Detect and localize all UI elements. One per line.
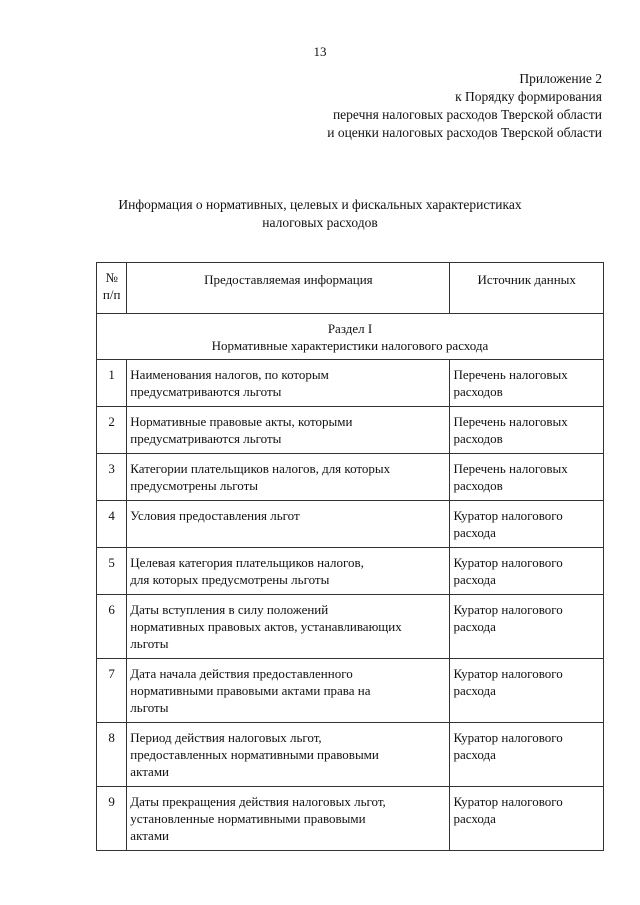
section-heading <box>97 314 604 360</box>
table-row <box>97 659 604 723</box>
header-number-line-2: п/п <box>102 287 121 302</box>
row-info-line: нормативных правовых актов, устанавливающих <box>130 619 402 634</box>
table-row <box>97 548 604 595</box>
row-info-line: Даты вступления в силу положений <box>130 602 329 617</box>
row-source-line: расхода <box>453 747 496 762</box>
row-info-line: предоставленных нормативными правовыми <box>130 747 379 762</box>
table-row <box>97 501 604 548</box>
row-number: 2 <box>97 407 127 454</box>
row-source-line: расходов <box>453 384 503 399</box>
row-info-line: предусматриваются льготы <box>130 384 282 399</box>
row-number: 9 <box>97 787 127 851</box>
row-source-line: расхода <box>453 525 496 540</box>
title-line-1: Информация о нормативных, целевых и фискальных характеристиках <box>118 197 522 212</box>
row-source-line: Куратор налогового <box>453 666 563 681</box>
document-title <box>60 196 580 232</box>
row-source-line: расхода <box>453 619 496 634</box>
row-source-line: расхода <box>453 572 496 587</box>
table-header-row <box>97 263 604 314</box>
row-info <box>127 501 450 548</box>
row-info-line: Целевая категория плательщиков налогов, <box>130 555 364 570</box>
row-info-line: Дата начала действия предоставленного <box>130 666 353 681</box>
section-subtitle: Нормативные характеристики налогового расхода <box>211 338 489 353</box>
header-source: Источник данных <box>450 263 604 314</box>
table-row <box>97 723 604 787</box>
appendix-header <box>327 70 602 142</box>
row-info-line: Наименования налогов, по которым <box>130 367 329 382</box>
row-info <box>127 787 450 851</box>
row-info <box>127 360 450 407</box>
table-row <box>97 787 604 851</box>
row-info-line: Условия предоставления льгот <box>130 508 300 523</box>
row-source-line: Куратор налогового <box>453 508 563 523</box>
header-info: Предоставляемая информация <box>127 263 450 314</box>
row-source-line: Куратор налогового <box>453 730 563 745</box>
row-source <box>450 595 604 659</box>
table-row <box>97 595 604 659</box>
row-source-line: Перечень налоговых <box>453 367 568 382</box>
row-source <box>450 723 604 787</box>
row-info-line: льготы <box>130 700 169 715</box>
row-source-line: Перечень налоговых <box>453 414 568 429</box>
row-number: 3 <box>97 454 127 501</box>
row-source-line: Куратор налогового <box>453 555 563 570</box>
row-source-line: расхода <box>453 811 496 826</box>
row-info-line: льготы <box>130 636 169 651</box>
row-source-line: расхода <box>453 683 496 698</box>
row-source <box>450 548 604 595</box>
appendix-line-4: и оценки налоговых расходов Тверской области <box>327 125 602 140</box>
row-info-line: Категории плательщиков налогов, для которых <box>130 461 391 476</box>
row-number: 1 <box>97 360 127 407</box>
appendix-line-3: перечня налоговых расходов Тверской области <box>332 107 602 122</box>
row-number: 5 <box>97 548 127 595</box>
row-info <box>127 659 450 723</box>
row-source-line: расходов <box>453 478 503 493</box>
row-info-line: Даты прекращения действия налоговых льгот, <box>130 794 386 809</box>
title-line-2: налоговых расходов <box>262 215 378 230</box>
row-info-line: предусмотрены льготы <box>130 478 259 493</box>
row-info-line: установленные нормативными правовыми <box>130 811 366 826</box>
row-info-line: для которых предусмотрены льготы <box>130 572 330 587</box>
page-number: 13 <box>313 44 327 59</box>
section-title: Раздел I <box>327 321 373 336</box>
row-info-line: Период действия налоговых льгот, <box>130 730 322 745</box>
table-row <box>97 407 604 454</box>
row-info <box>127 454 450 501</box>
table-row <box>97 454 604 501</box>
row-source-line: Куратор налогового <box>453 794 563 809</box>
row-source <box>450 659 604 723</box>
appendix-line-2: к Порядку формирования <box>455 89 602 104</box>
row-number: 6 <box>97 595 127 659</box>
section-row <box>97 314 604 360</box>
row-source-line: Перечень налоговых <box>453 461 568 476</box>
row-number: 8 <box>97 723 127 787</box>
header-number-line-1: № <box>105 270 118 285</box>
row-source <box>450 454 604 501</box>
row-info <box>127 548 450 595</box>
row-info-line: Нормативные правовые акты, которыми <box>130 414 353 429</box>
row-info <box>127 407 450 454</box>
row-info <box>127 595 450 659</box>
table-row <box>97 360 604 407</box>
info-table <box>96 262 604 851</box>
row-source-line: Куратор налогового <box>453 602 563 617</box>
row-source <box>450 407 604 454</box>
row-info-line: нормативными правовыми актами права на <box>130 683 371 698</box>
row-source <box>450 360 604 407</box>
row-source-line: расходов <box>453 431 503 446</box>
row-source <box>450 501 604 548</box>
row-info <box>127 723 450 787</box>
row-number: 7 <box>97 659 127 723</box>
row-info-line: предусматриваются льготы <box>130 431 282 446</box>
appendix-line-1: Приложение 2 <box>519 71 602 86</box>
row-info-line: актами <box>130 764 170 779</box>
row-info-line: актами <box>130 828 170 843</box>
row-source <box>450 787 604 851</box>
header-number <box>97 263 127 314</box>
row-number: 4 <box>97 501 127 548</box>
